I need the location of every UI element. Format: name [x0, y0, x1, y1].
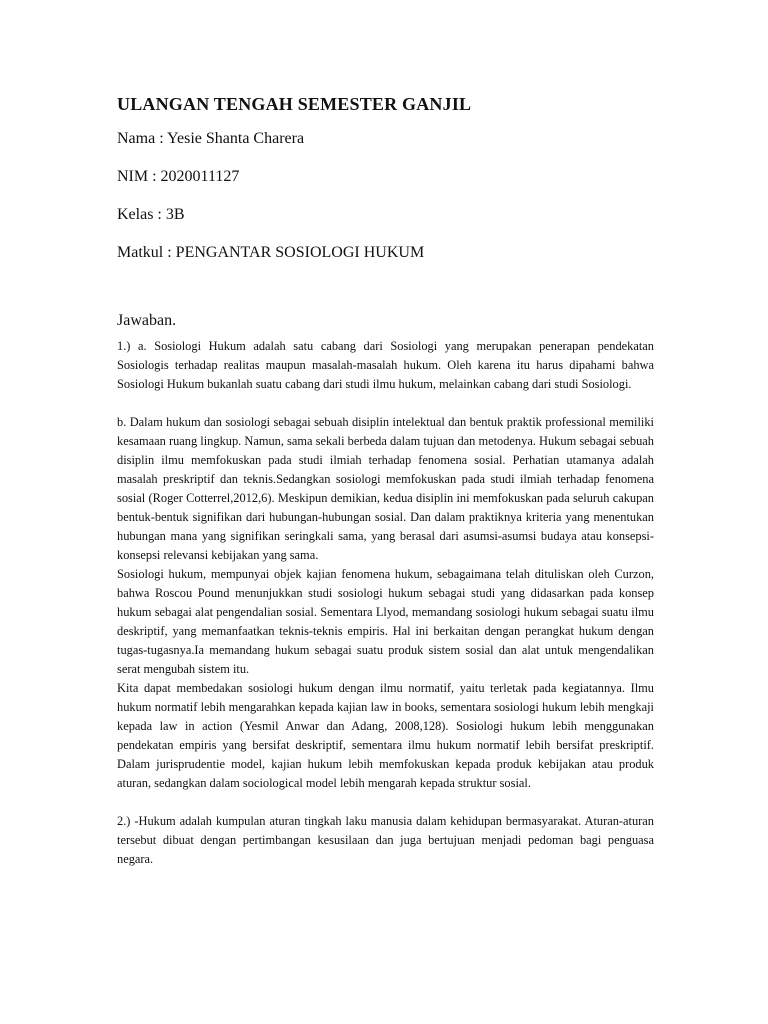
field-nama: Nama : Yesie Shanta Charera [117, 130, 305, 147]
field-matkul: Matkul : PENGANTAR SOSIOLOGI HUKUM [117, 244, 425, 261]
answer-heading: Jawaban. [117, 312, 177, 329]
paragraph-2: b. Dalam hukum dan sosiologi sebagai sebuah disiplin intelektual dan bentuk praktik professional memiliki kesamaan ruang lingkup. Namun, sama sekali berbeda dalam tujuan dan metodenya. Hukum sebagai sebuah disiplin ilmu memfokuskan pada studi ilmiah terhadap fenomena sosial. Perhatian utamanya adalah masalah preskriptif dan teknis.Sedangkan sosiologi memfokuskan pada studi ilmiah terhadap fenomena sosial (Roger Cotterrel,2012,6). Meskipun demikian, kedua disiplin ini memfokuskan pada seluruh cakupan bentuk-bentuk signifikan dari hubungan-hubungan sosial. Dan dalam praktiknya kriteria yang menentukan hubungan mana yang signifikan seringkali sama, yang berasal dari asumsi-asumsi budaya atau konsepsi-konsepsi relevansi kebijakan yang sama. [117, 415, 654, 562]
field-kelas: Kelas : 3B [117, 206, 185, 223]
document-title: ULANGAN TENGAH SEMESTER GANJIL [117, 94, 472, 114]
field-nim: NIM : 2020011127 [117, 168, 240, 185]
paragraph-1: 1.) a. Sosiologi Hukum adalah satu cabang dari Sosiologi yang merupakan penerapan pendekatan Sosiologis terhadap realitas maupun masalah-masalah hukum. Oleh karena itu harus dipahami bahwa Sosiologi Hukum bukanlah suatu cabang dari studi ilmu hukum, melainkan cabang dari studi Sosiologi. [117, 339, 654, 391]
paragraph-spacer [117, 394, 654, 413]
document-page [117, 92, 654, 869]
paragraph-4: Kita dapat membedakan sosiologi hukum dengan ilmu normatif, yaitu terletak pada kegiatannya. Ilmu hukum normatif lebih mengarahkan kepada kajian law in books, sementara sosiologi hukum lebih mengkaji kepada law in action (Yesmil Anwar dan Adang, 2008,128). Sosiologi hukum lebih menggunakan pendekatan empiris yang bersifat deskriptif, sementara ilmu hukum normatif lebih bersifat preskriptif. Dalam jurisprudentie model, kajian hukum lebih memfokuskan kepada produk kebijakan atau produk aturan, sedangkan dalam sociological model lebih mengarah kepada struktur sosial. [117, 681, 654, 790]
paragraph-spacer [117, 793, 654, 812]
paragraph-5: 2.) -Hukum adalah kumpulan aturan tingkah laku manusia dalam kehidupan bermasyarakat. Aturan-aturan tersebut dibuat dengan pertimbangan kesusilaan dan juga bertujuan menjadi pedoman bagi penguasa negara. [117, 814, 654, 866]
paragraph-3: Sosiologi hukum, mempunyai objek kajian fenomena hukum, sebagaimana telah dituliskan oleh Curzon, bahwa Roscou Pound menunjukkan studi sosiologi hukum sebagai studi yang didasarkan pada konsep hukum sebagai alat pengendalian sosial. Sementara Llyod, memandang sosiologi hukum sebagai suatu ilmu deskriptif, yang memanfaatkan teknis-teknis empiris. Hal ini berkaitan dengan perangkat hukum dengan tugas-tugasnya.Ia memandang hukum sebagai suatu produk sistem sosial dan alat untuk mengendalikan serat mengubah sistem itu. [117, 567, 654, 676]
